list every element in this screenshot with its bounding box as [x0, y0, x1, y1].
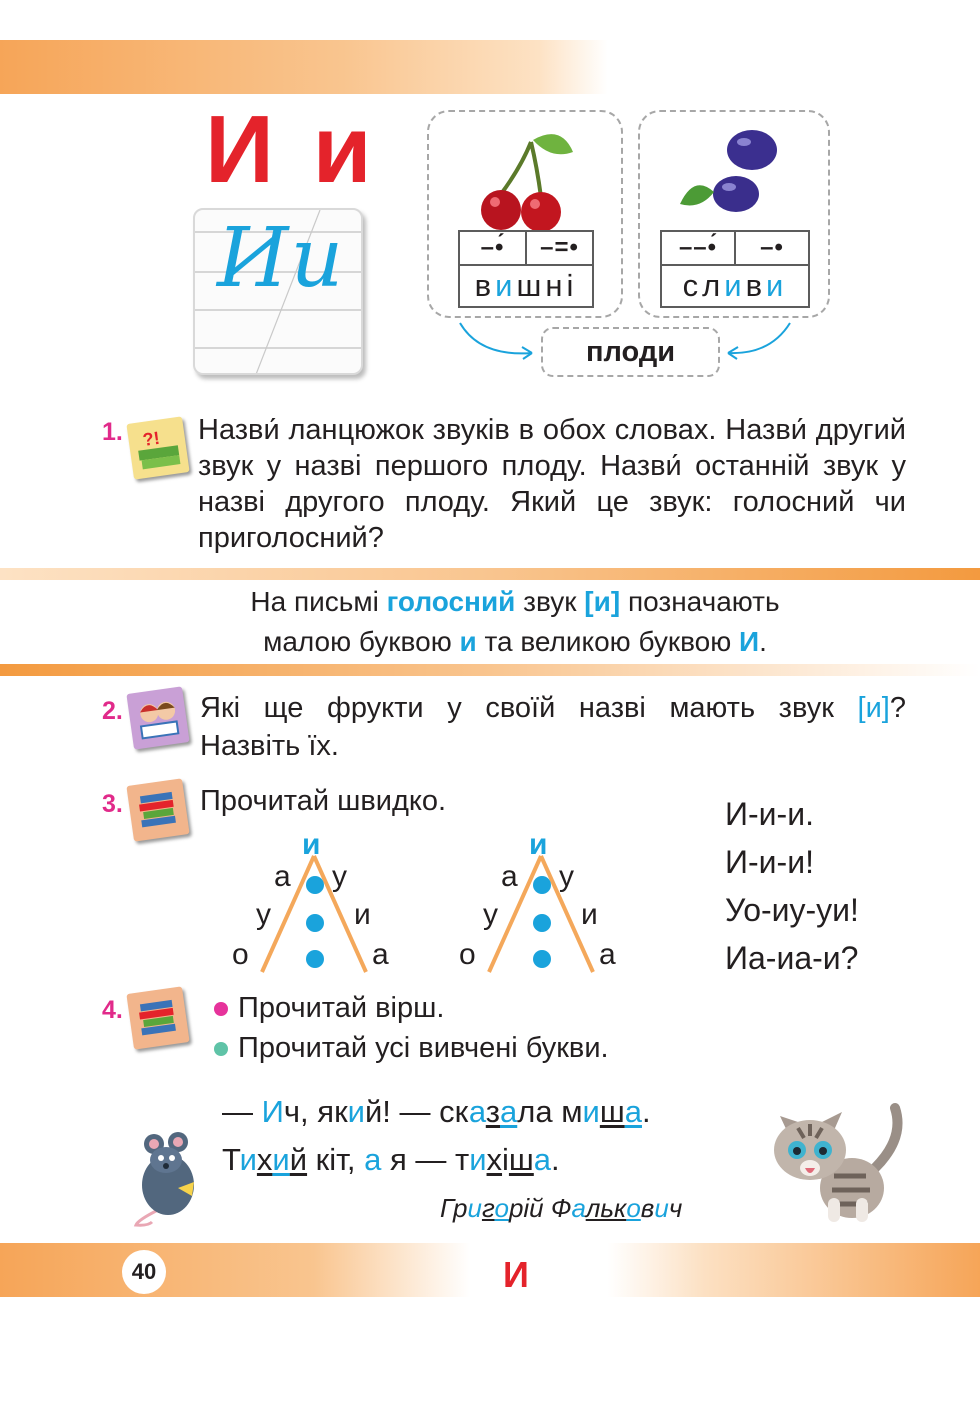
triangle-left-letter: а [501, 860, 518, 893]
triangle-dot [533, 914, 551, 932]
author-part: ч [668, 1193, 683, 1223]
word-part: сл [682, 268, 725, 303]
task2-line-1 [200, 690, 906, 726]
rule-highlight: [и] [584, 586, 621, 617]
scheme-syllable: –=• [525, 232, 592, 264]
bullet-pink [214, 1002, 228, 1016]
poem-vowel: а [500, 1094, 518, 1129]
rule-stripe-top [0, 568, 980, 580]
question-book-icon [126, 416, 189, 479]
kids-reading-icon [126, 686, 189, 749]
triangle-dot [533, 950, 551, 968]
scheme-syllable: –• [734, 232, 808, 264]
rule-text-part: звук [515, 586, 585, 617]
triangle-right-letter: а [599, 938, 616, 971]
syllable-triangle-2 [455, 828, 635, 978]
poem-vowel: а [364, 1142, 382, 1177]
poem-underlined: х [486, 1142, 503, 1177]
poem-vowel: а [533, 1142, 552, 1177]
handwriting-card [193, 208, 363, 375]
category-label: плоди [541, 327, 720, 377]
rule-text-part: та великою буквою [476, 626, 740, 657]
triangle-left-letter: у [483, 898, 498, 931]
task-number: 4. [102, 996, 123, 1024]
syllable-triangle-1 [228, 828, 408, 978]
triangle-right-letter: и [354, 898, 371, 931]
cat-icon [770, 1098, 910, 1228]
triangle-dot [306, 876, 324, 894]
poem-underlined: х [256, 1142, 273, 1177]
author-vowel: а [571, 1193, 586, 1223]
exclamation-line: Уо-иу-уи! [725, 892, 859, 928]
word-card-plums [638, 110, 830, 318]
author-part: рій Ф [508, 1193, 572, 1223]
vowel-part: и [724, 268, 746, 303]
plum-icon [674, 124, 794, 224]
exclamation-line: И-и-и. [725, 796, 814, 832]
rule-text-part: На письмі [250, 586, 387, 617]
task-number: 1. [102, 418, 123, 446]
poem-vowel: а [468, 1094, 486, 1129]
author-vowel: о [626, 1193, 641, 1223]
rule-highlight: И [739, 626, 760, 657]
triangle-left-letter: о [232, 938, 249, 971]
poem-part: ла м [517, 1094, 583, 1129]
poem-part: — [222, 1094, 262, 1129]
poem-vowel: и [582, 1094, 600, 1129]
author-vowel: о [494, 1193, 509, 1223]
sound-scheme-1 [458, 230, 594, 266]
task2-text: ? [889, 692, 906, 724]
poem-underlined: й [289, 1142, 308, 1177]
vowel-part: и [495, 268, 517, 303]
triangle-top: и [302, 828, 321, 861]
triangle-right-letter: а [372, 938, 389, 971]
rule-line-2 [0, 622, 980, 662]
task2-line-2: Назвіть їх. [200, 730, 339, 762]
bullet-green [214, 1042, 228, 1056]
books-stack-icon [126, 986, 189, 1049]
poem-vowel: И [261, 1094, 284, 1129]
triangle-right-letter: и [581, 898, 598, 931]
poem-line-1 [222, 1096, 651, 1127]
poem-vowel: и [272, 1142, 290, 1177]
top-orange-band [0, 40, 980, 94]
author-underlined: льк [585, 1193, 627, 1223]
word-vyshni [458, 266, 594, 308]
rule-text-part: . [759, 626, 767, 657]
triangle-left-letter: а [274, 860, 291, 893]
letter-title: И и [205, 96, 378, 203]
word-slyvy [660, 266, 810, 308]
author-vowel: и [654, 1193, 669, 1223]
task-number: 2. [102, 697, 123, 725]
scheme-syllable: ––•́ [678, 234, 718, 261]
poem-part: кіт, [307, 1142, 365, 1177]
poem-part: . [551, 1142, 560, 1177]
author-underlined: г [481, 1193, 495, 1223]
triangle-top: и [529, 828, 548, 861]
poem-part: й! — ск [364, 1094, 469, 1129]
triangle-dot [533, 876, 551, 894]
triangle-dot [306, 950, 324, 968]
author-part: в [640, 1193, 655, 1223]
triangle-dot [306, 914, 324, 932]
word-card-cherries [427, 110, 623, 318]
books-stack-icon [126, 778, 189, 841]
rule-text-part: позначають [620, 586, 780, 617]
rule-highlight: голосний [386, 586, 516, 617]
poem-part: ч, як [283, 1094, 348, 1129]
task1-text: Назви́ ланцюжок звуків в обох словах. Назви́ другий звук у назві першого плоду. Назви́ останній звук у назві другого плоду. Який це звук: голосний чи приголосний? [198, 414, 906, 554]
triangle-left-letter: о [459, 938, 476, 971]
triangle-right-letter: у [559, 860, 574, 893]
mouse-icon [128, 1130, 208, 1230]
author-vowel: и [467, 1193, 482, 1223]
rule-highlight: и [459, 626, 477, 657]
footer-letter: И [503, 1254, 529, 1295]
triangle-right-letter: у [332, 860, 347, 893]
triangle-left-letter: у [256, 898, 271, 931]
word-part: в [474, 268, 496, 303]
poem-part: Т [222, 1142, 240, 1177]
poem-part: я — т [381, 1142, 470, 1177]
task4-bullet-2: Прочитай усі вивчені букви. [238, 1032, 609, 1064]
poem-vowel: и [239, 1142, 257, 1177]
word-part: в [745, 268, 767, 303]
author-part: Гр [440, 1193, 468, 1223]
poem-vowel: а [624, 1094, 642, 1129]
script-letters: Ии [217, 211, 346, 306]
poem-underlined: з [485, 1094, 500, 1129]
poem-underlined: ш [599, 1094, 625, 1129]
task4-bullet-1: Прочитай вірш. [238, 992, 445, 1024]
poem-vowel: и [469, 1142, 487, 1177]
poem-author [440, 1193, 682, 1224]
rule-stripe-bottom [0, 664, 980, 676]
poem-line-2 [222, 1144, 560, 1175]
task2-text: Які ще фрукти у своїй назві мають звук [200, 692, 858, 724]
word-part: шні [516, 268, 578, 303]
poem-vowel: и [347, 1094, 365, 1129]
poem-underlined: ш [508, 1142, 534, 1177]
page-number: 40 [122, 1250, 166, 1294]
scheme-syllable: –•́ [480, 234, 505, 261]
cherry-icon [471, 122, 581, 232]
task3-text: Прочитай швидко. [200, 785, 447, 817]
exclamation-line: Иа-иа-и? [725, 940, 859, 976]
task2-sound: [и] [857, 692, 890, 724]
rule-text-part: малою буквою [263, 626, 460, 657]
vowel-part: и [766, 268, 788, 303]
sound-scheme-2 [660, 230, 810, 266]
svg-text:?!: ?! [141, 427, 161, 450]
rule-line-1 [0, 582, 980, 622]
poem-part: . [641, 1094, 651, 1129]
exclamation-line: И-и-и! [725, 844, 814, 880]
task-number: 3. [102, 790, 123, 818]
poem-part: і [502, 1142, 509, 1177]
